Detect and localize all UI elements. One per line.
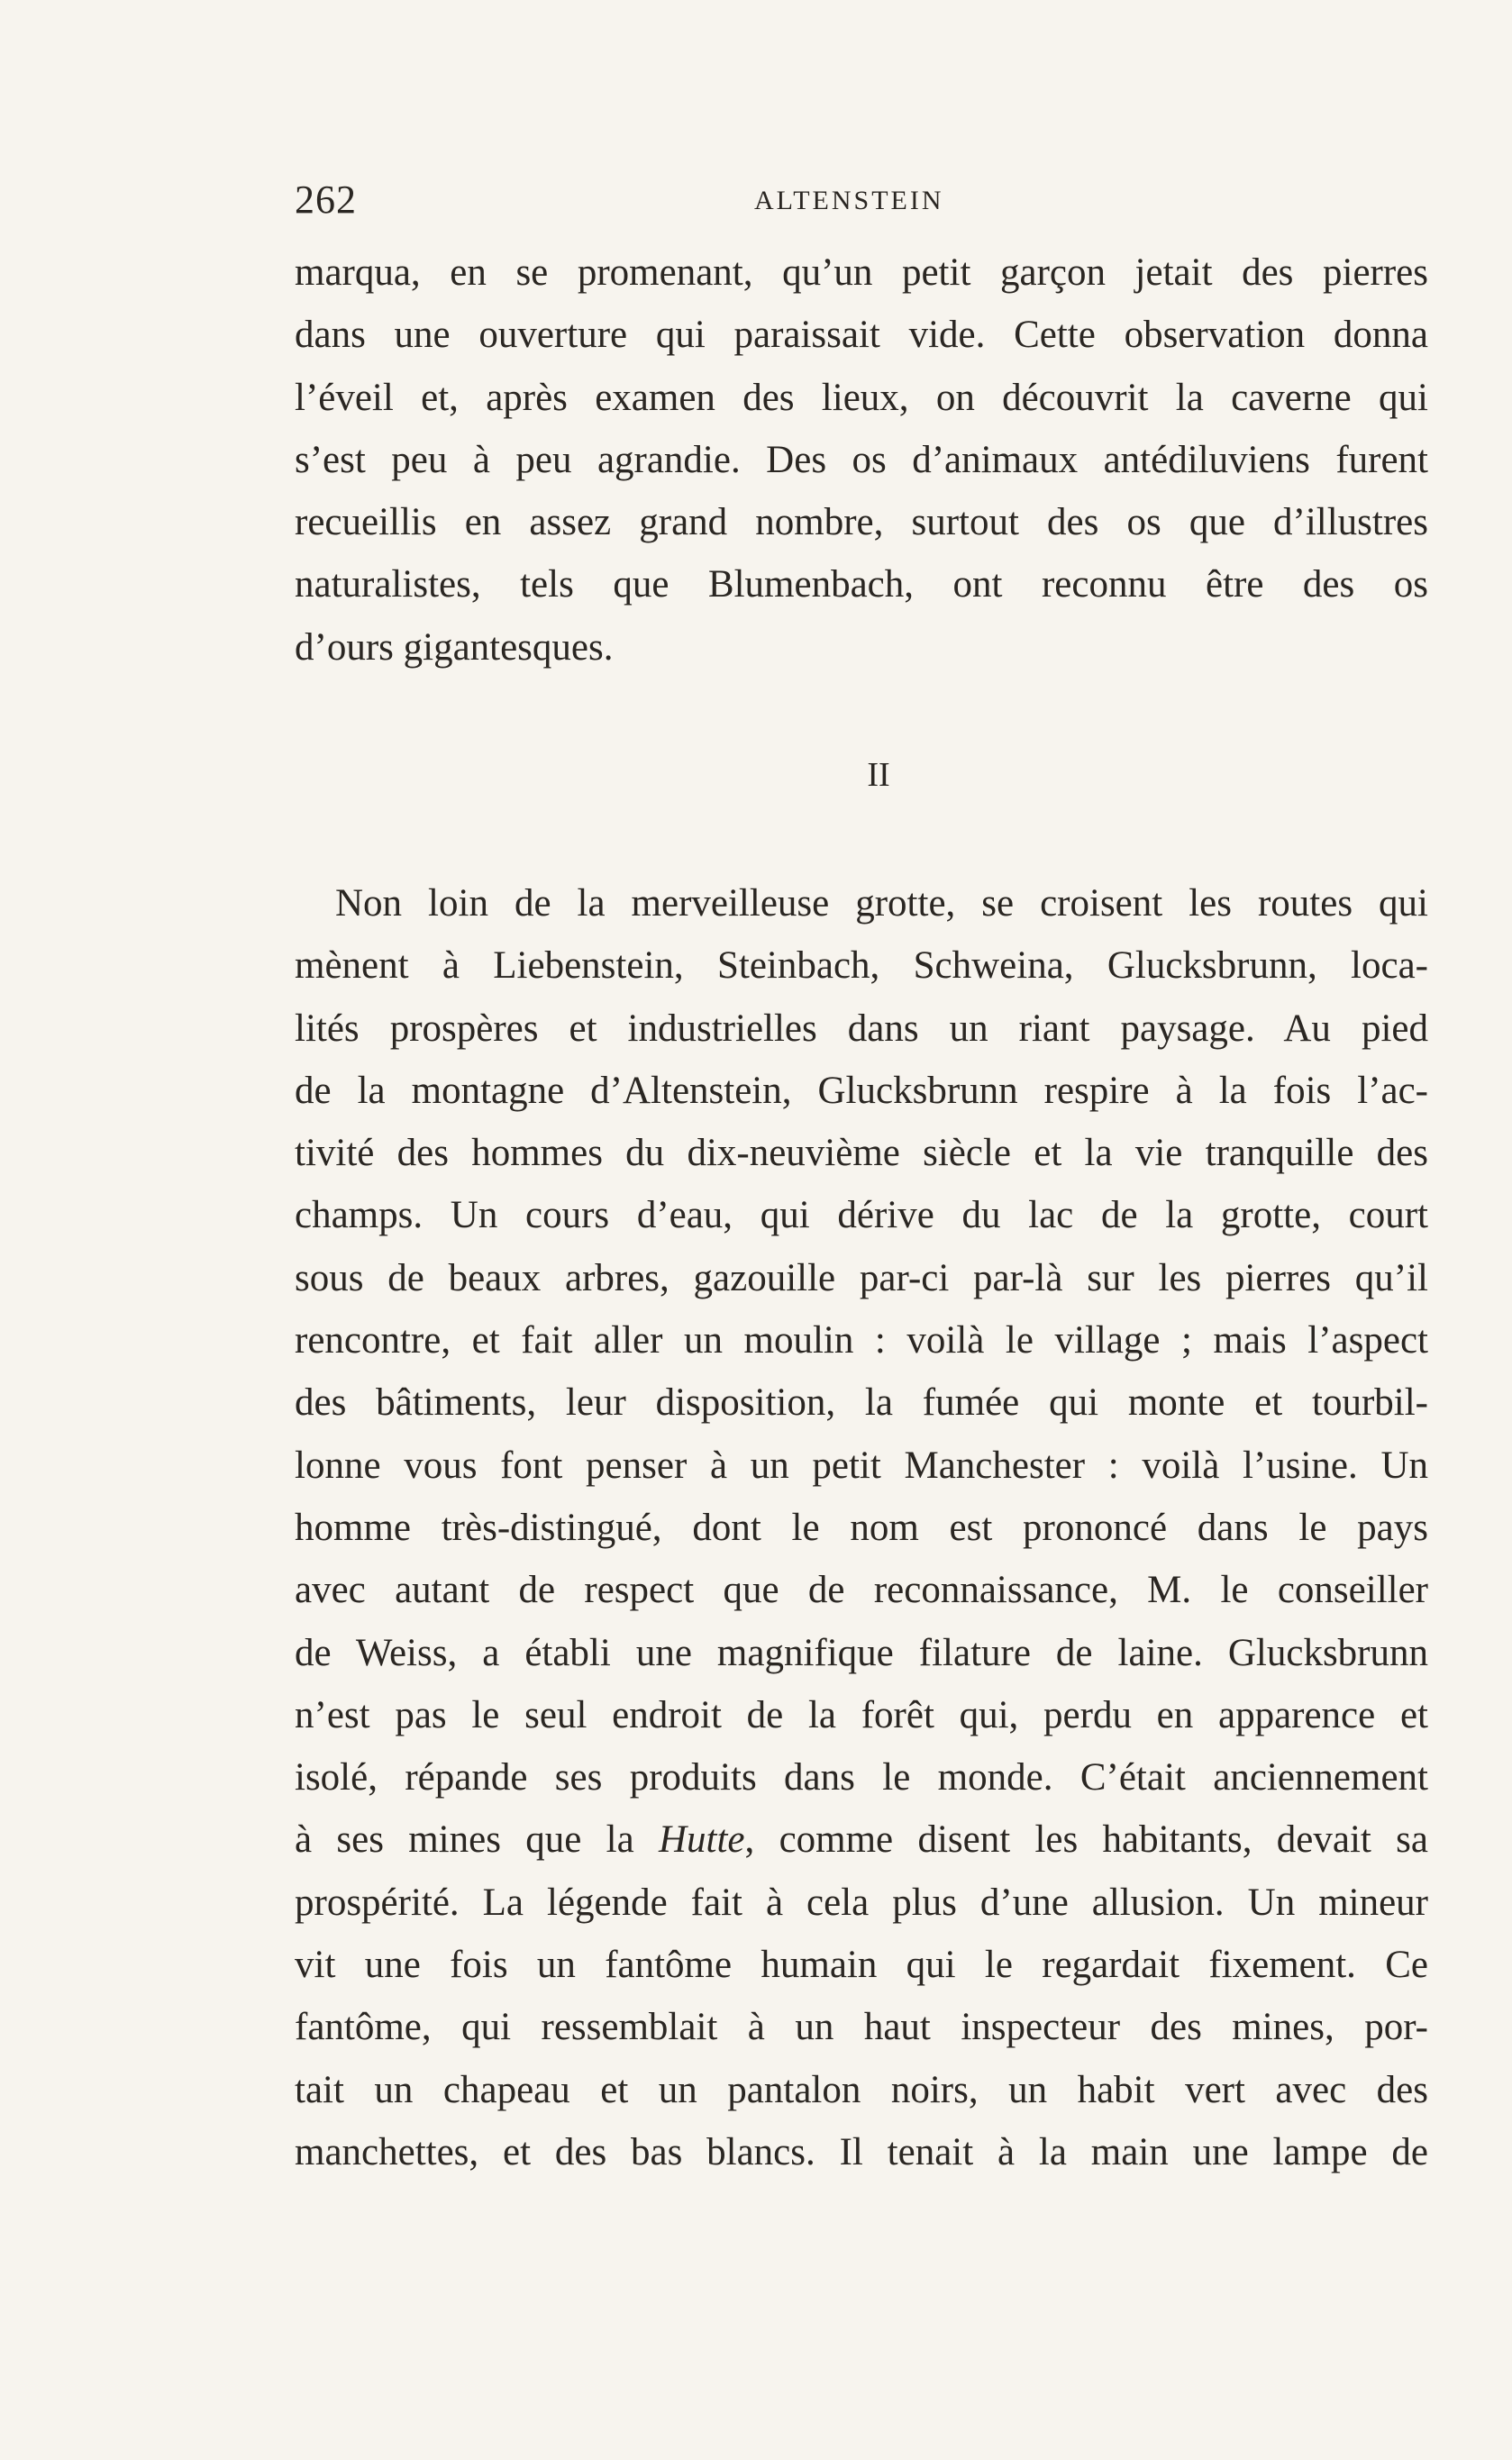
text-line: lonne vous font penser à un petit Manchester : voilà l’usine. Un: [295, 1444, 1428, 1487]
text-line: dans une ouverture qui paraissait vide. Cette observation donna: [295, 314, 1428, 357]
text-line: tivité des hommes du dix-neuvième siècle et la vie tranquille des: [295, 1132, 1428, 1175]
text-segment: à ses mines que la: [295, 1818, 634, 1862]
italic-word: Hutte: [658, 1818, 745, 1862]
text-line: de Weiss, a établi une magnifique filature de laine. Glucksbrunn: [295, 1631, 1428, 1674]
text-segment: , comme disent les habitants, devait sa: [744, 1818, 1428, 1862]
text-line: vit une fois un fantôme humain qui le regardait fixement. Ce: [295, 1944, 1428, 1987]
running-title: ALTENSTEIN: [754, 186, 944, 215]
text-line: sous de beaux arbres, gazouille par-ci par-là sur les pierres qu’il: [295, 1256, 1428, 1299]
text-line: des bâtiments, leur disposition, la fumée qui monte et tourbil-: [295, 1381, 1428, 1425]
running-head: [295, 177, 1428, 231]
text-line: manchettes, et des bas blancs. Il tenait à la main une lampe de: [295, 2130, 1428, 2173]
text-line-with-italic: [295, 1809, 1428, 1871]
text-line: rencontre, et fait aller un moulin : voilà le village ; mais l’aspect: [295, 1319, 1428, 1362]
text-line: d’ours gigantesques.: [295, 625, 614, 669]
text-line: s’est peu à peu agrandie. Des os d’animaux antédiluviens furent: [295, 438, 1428, 481]
paragraph-two: [295, 872, 1428, 2183]
text-line: l’éveil et, après examen des lieux, on découvrit la caverne qui: [295, 376, 1428, 419]
text-line: Non loin de la merveilleuse grotte, se croisent les routes qui: [335, 882, 1428, 925]
text-line: marqua, en se promenant, qu’un petit garçon jetait des pierres: [295, 251, 1428, 294]
section-number: II: [867, 756, 890, 794]
page-number: 262: [295, 178, 357, 222]
text-line: prospérité. La légende fait à cela plus d’une allusion. Un mineur: [295, 1881, 1428, 1924]
text-line: homme très-distingué, dont le nom est prononcé dans le pays: [295, 1506, 1428, 1549]
text-line: recueillis en assez grand nombre, surtout des os que d’illustres: [295, 501, 1428, 544]
text-line: tait un chapeau et un pantalon noirs, un habit vert avec des: [295, 2068, 1428, 2111]
text-line: fantôme, qui ressemblait à un haut inspecteur des mines, por-: [295, 2006, 1428, 2049]
text-line: mènent à Liebenstein, Steinbach, Schweina, Glucksbrunn, loca-: [295, 944, 1428, 988]
text-line: lités prospères et industrielles dans un riant paysage. Au pied: [295, 1007, 1428, 1050]
text-line: naturalistes, tels que Blumenbach, ont reconnu être des os: [295, 563, 1428, 606]
text-line: avec autant de respect que de reconnaissance, M. le conseiller: [295, 1569, 1428, 1612]
text-line: n’est pas le seul endroit de la forêt qui, perdu en apparence et: [295, 1693, 1428, 1736]
paragraph-one: [295, 241, 1428, 679]
text-line: isolé, répande ses produits dans le monde. C’était anciennement: [295, 1756, 1428, 1799]
text-line: champs. Un cours d’eau, qui dérive du lac de la grotte, court: [295, 1194, 1428, 1237]
text-line: de la montagne d’Altenstein, Glucksbrunn respire à la fois l’ac-: [295, 1069, 1428, 1112]
section-heading: [0, 755, 1512, 795]
